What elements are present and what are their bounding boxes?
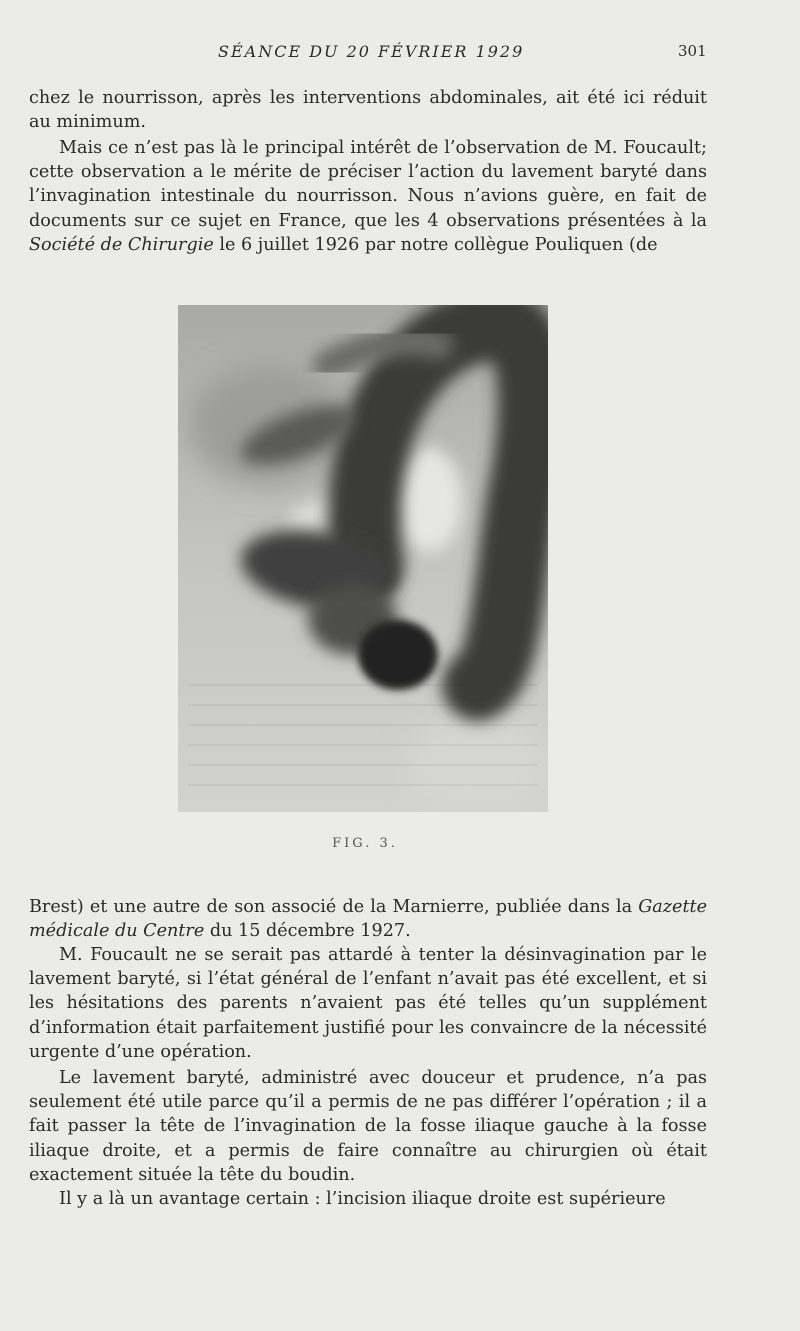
paragraph-4: M. Foucault ne se serait pas attardé à tenter la désinvagination par le lavement baryté, si l’état général de l’enfant n’avait pas été excellent, et si les hésitations des parents n’avaient pas été telles qu’un supplément d’information était parfaitement justifié pour les convaincre de la nécessité urgente d’une opération.: [29, 945, 707, 1062]
journal-name: Gazette médicale du Centre: [29, 897, 707, 942]
paragraph-3-text-a: Brest) et une autre de son associé de la Marnierre, publiée dans la: [29, 897, 639, 917]
society-name: Société de Chirurgie: [29, 234, 214, 255]
paragraph-3-text-b: du 15 décembre 1927.: [204, 921, 411, 942]
paragraph-6: Il y a là un avantage certain : l’incision iliaque droite est supérieure: [59, 1189, 666, 1209]
paragraph-2-text-b: le 6 juillet 1926 par notre collègue Pouliquen (de: [213, 234, 658, 255]
paragraph-1: chez le nourrisson, après les interventions abdominales, ait été ici réduit au minimum.: [29, 88, 707, 133]
figure-caption: FIG. 3.: [332, 836, 398, 851]
page-number: 301: [678, 42, 707, 60]
paragraph-5: Le lavement baryté, administré avec douceur et prudence, n’a pas seulement été utile parce qu’il a permis de ne pas différer l’opération ; il a fait passer la tête de l’invagination de la fosse iliaque gauche à la fosse iliaque droite, et a permis de faire connaître au chirurgien où était exactement située la tête du boudin.: [29, 1068, 707, 1185]
running-header: [0, 42, 800, 66]
paragraph-2: [29, 136, 707, 257]
paragraph-3: [29, 895, 707, 943]
paragraph-2-text-a: Mais ce n’est pas là le principal intérêt de l’observation de M. Foucault; cette observation a le mérite de préciser l’action du lavement baryté dans l’invagination intestinale du nourrisson. Nous n’avions guère, en fait de documents sur ce sujet en France, que les 4 observations présentées à la: [29, 138, 707, 231]
running-title: SÉANCE DU 20 FÉVRIER 1929: [218, 42, 525, 61]
xray-image: [178, 305, 548, 812]
xray-figure: [178, 305, 548, 812]
